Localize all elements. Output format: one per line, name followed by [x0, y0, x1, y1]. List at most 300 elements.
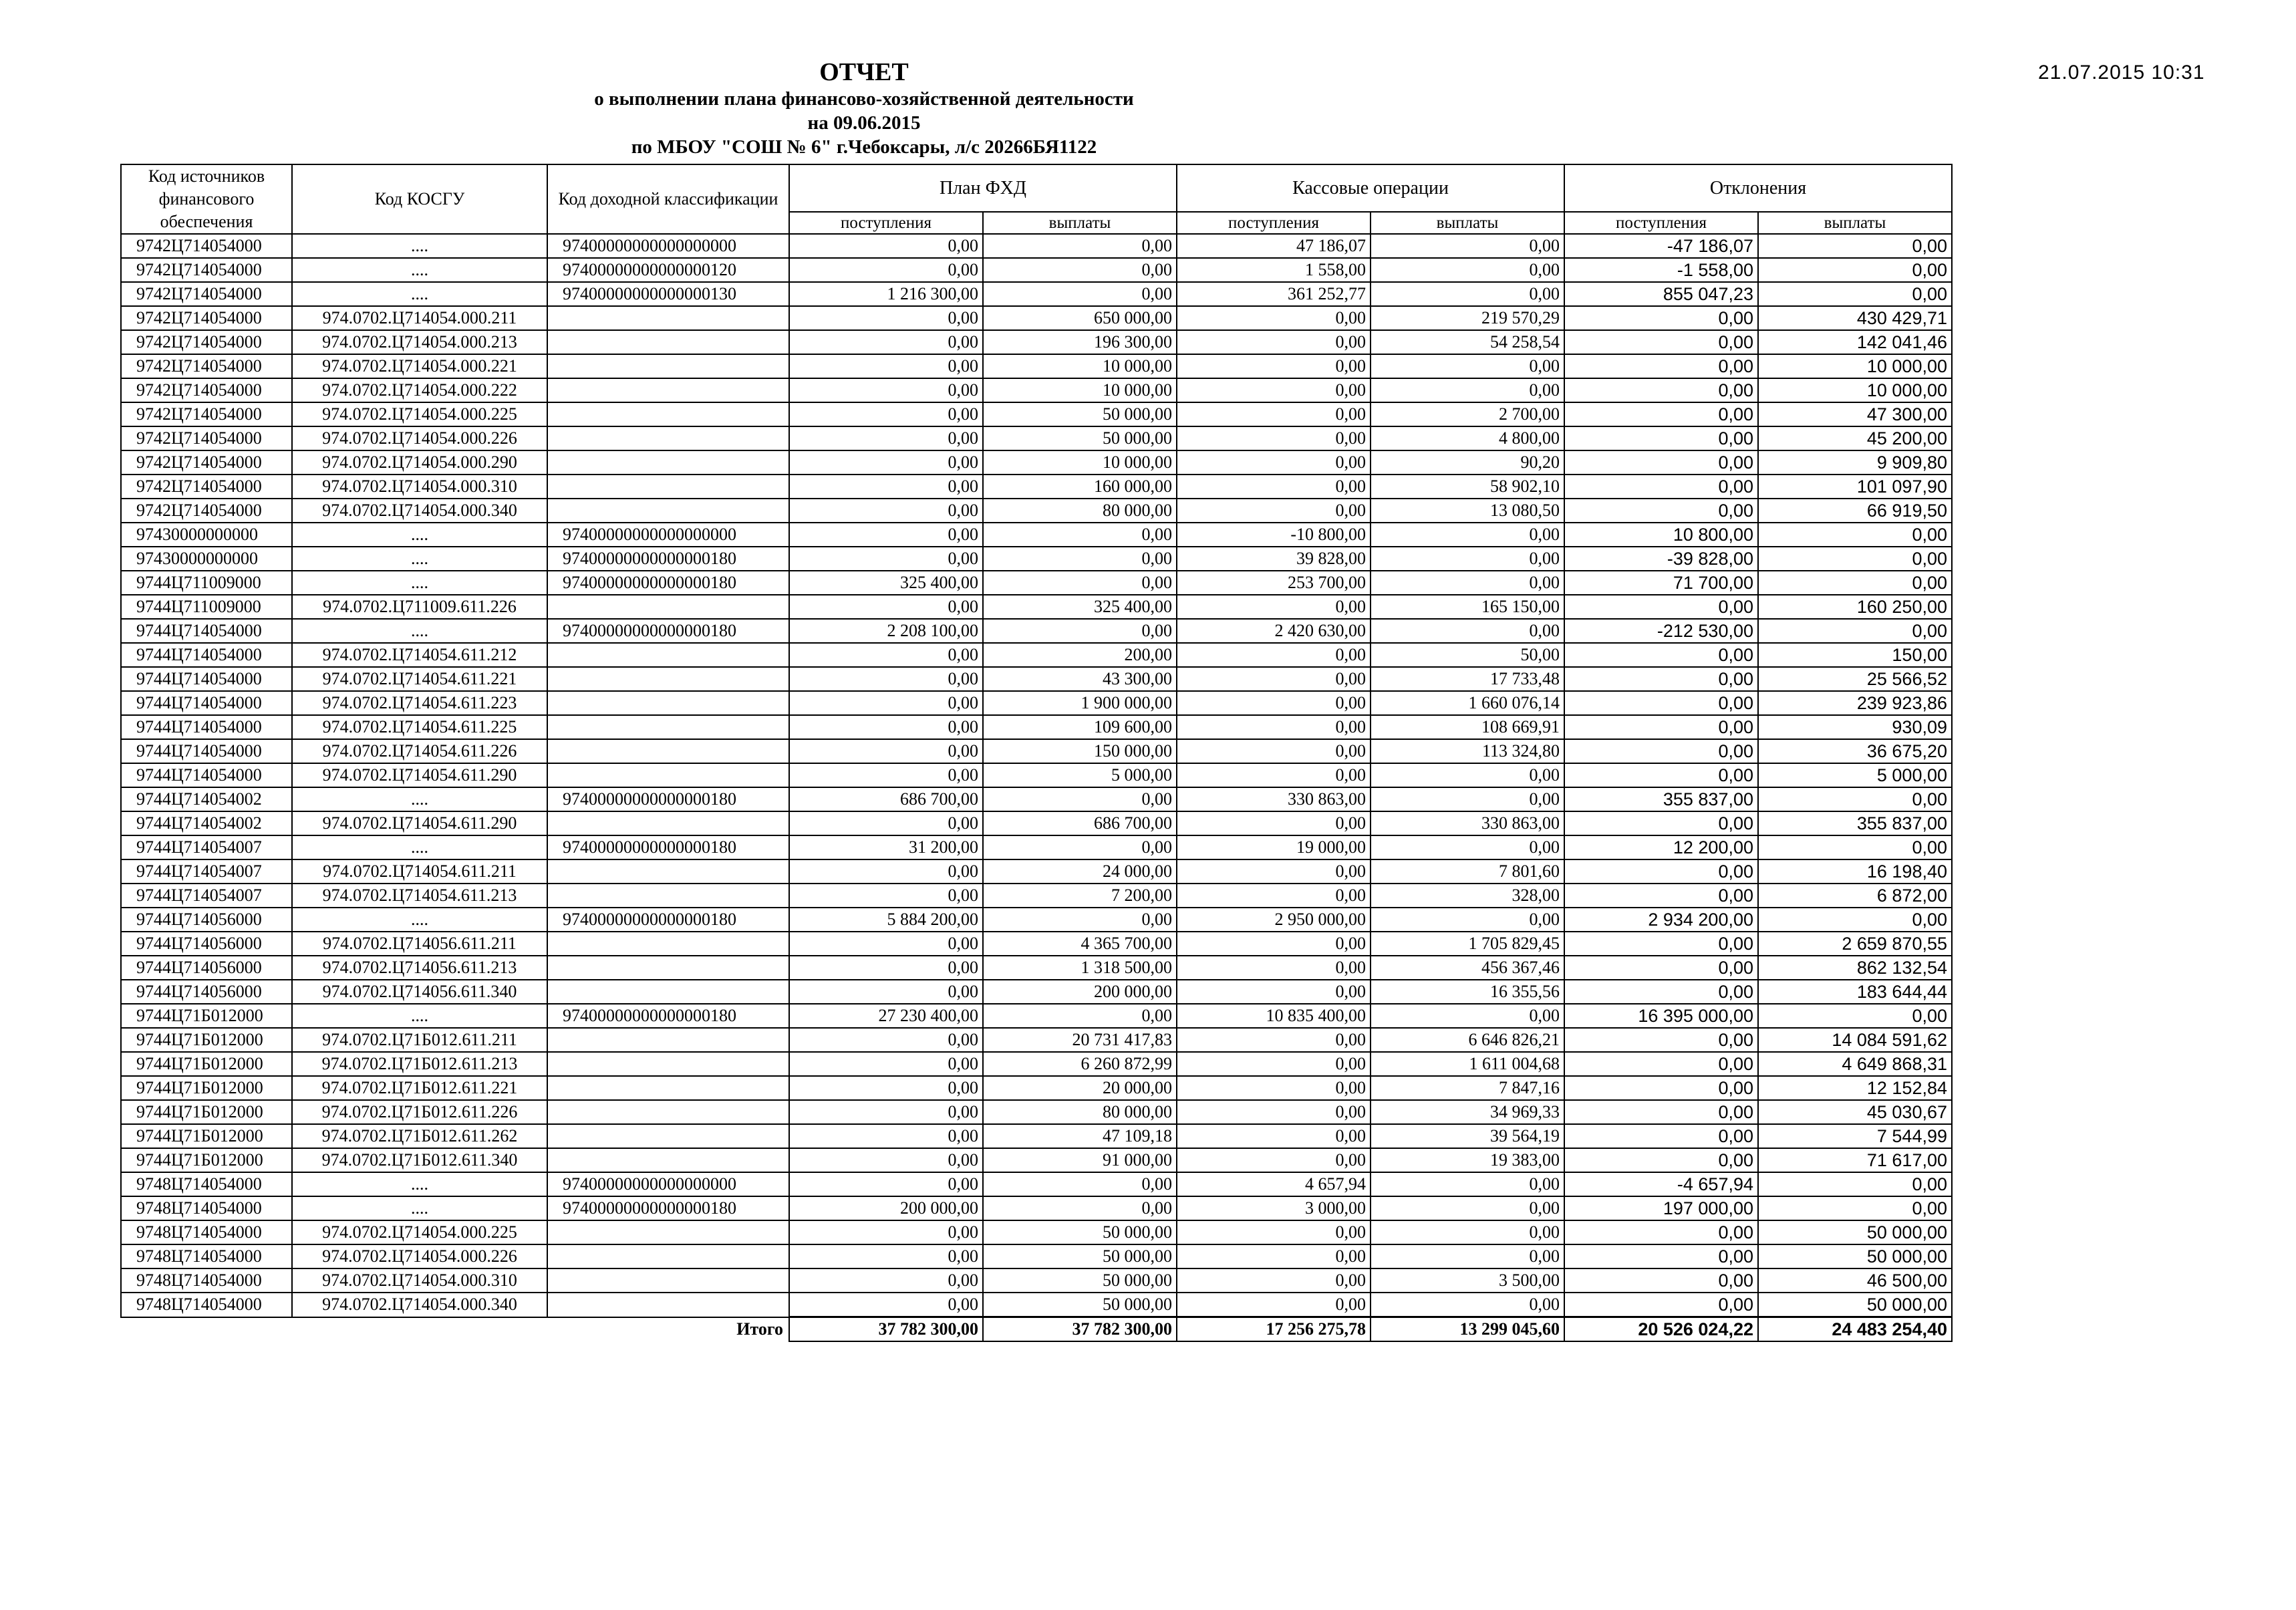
income-code-cell: 97400000000000000120 — [547, 258, 789, 282]
plan-receipts-cell: 0,00 — [789, 499, 983, 523]
plan-payments-cell: 50 000,00 — [983, 402, 1177, 426]
kosgu-cell: .... — [292, 523, 547, 547]
plan-payments-cell: 80 000,00 — [983, 499, 1177, 523]
table-row — [121, 282, 1952, 306]
cash-receipts-cell: 0,00 — [1177, 643, 1371, 667]
plan-receipts-cell: 0,00 — [789, 932, 983, 956]
table-row — [121, 1268, 1952, 1293]
plan-receipts-cell: 0,00 — [789, 1220, 983, 1244]
report-date: на 09.06.2015 — [807, 112, 921, 134]
plan-receipts-cell: 325 400,00 — [789, 571, 983, 595]
plan-payments-cell: 20 731 417,83 — [983, 1028, 1177, 1052]
income-code-cell — [547, 1100, 789, 1124]
cash-receipts-cell: 39 828,00 — [1177, 547, 1371, 571]
plan-payments-cell: 109 600,00 — [983, 715, 1177, 739]
dev-payments-cell: 50 000,00 — [1758, 1220, 1952, 1244]
cash-receipts-cell: 0,00 — [1177, 499, 1371, 523]
cash-payments-cell: 0,00 — [1371, 1172, 1564, 1196]
dev-payments-cell: 71 617,00 — [1758, 1148, 1952, 1172]
dev-receipts-cell: 0,00 — [1564, 354, 1758, 378]
plan-payments-cell: 7 200,00 — [983, 884, 1177, 908]
kosgu-cell: 974.0702.Ц711009.611.226 — [292, 595, 547, 619]
table-row — [121, 1124, 1952, 1148]
kosgu-cell: 974.0702.Ц71Б012.611.213 — [292, 1052, 547, 1076]
table-row — [121, 378, 1952, 402]
cash-payments-cell: 0,00 — [1371, 282, 1564, 306]
plan-payments-cell: 0,00 — [983, 571, 1177, 595]
report-table — [120, 164, 1953, 1342]
kosgu-cell: 974.0702.Ц714054.611.290 — [292, 763, 547, 787]
source-code-cell: 9748Ц714054000 — [121, 1220, 292, 1244]
header-income-code: Код доходной классификации — [547, 164, 789, 234]
source-code-cell: 9742Ц714054000 — [121, 475, 292, 499]
dev-payments-cell: 2 659 870,55 — [1758, 932, 1952, 956]
income-code-cell — [547, 330, 789, 354]
cash-receipts-cell: 361 252,77 — [1177, 282, 1371, 306]
dev-receipts-cell: 0,00 — [1564, 1076, 1758, 1100]
kosgu-cell: .... — [292, 787, 547, 811]
plan-payments-cell: 20 000,00 — [983, 1076, 1177, 1100]
kosgu-cell: .... — [292, 1004, 547, 1028]
cash-receipts-cell: 0,00 — [1177, 691, 1371, 715]
income-code-cell — [547, 1220, 789, 1244]
total-row — [121, 1317, 1952, 1342]
source-code-cell: 9744Ц71Б012000 — [121, 1004, 292, 1028]
table-row — [121, 1220, 1952, 1244]
kosgu-cell: 974.0702.Ц71Б012.611.226 — [292, 1100, 547, 1124]
cash-receipts-cell: 0,00 — [1177, 739, 1371, 763]
plan-payments-cell: 5 000,00 — [983, 763, 1177, 787]
income-code-cell — [547, 450, 789, 475]
income-code-cell: 97400000000000000000 — [547, 523, 789, 547]
plan-payments-cell: 1 900 000,00 — [983, 691, 1177, 715]
cash-receipts-cell: -10 800,00 — [1177, 523, 1371, 547]
cash-payments-cell: 1 705 829,45 — [1371, 932, 1564, 956]
cash-receipts-cell: 0,00 — [1177, 354, 1371, 378]
dev-payments-cell: 430 429,71 — [1758, 306, 1952, 330]
cash-receipts-cell: 0,00 — [1177, 426, 1371, 450]
plan-payments-cell: 0,00 — [983, 908, 1177, 932]
report-organization: по МБОУ "СОШ № 6" г.Чебоксары, л/с 20266БЯ1122 — [631, 136, 1097, 158]
dev-payments-cell: 862 132,54 — [1758, 956, 1952, 980]
cash-receipts-cell: 0,00 — [1177, 475, 1371, 499]
dev-receipts-cell: 0,00 — [1564, 378, 1758, 402]
source-code-cell: 9744Ц714054000 — [121, 691, 292, 715]
income-code-cell: 97400000000000000180 — [547, 571, 789, 595]
dev-payments-cell: 0,00 — [1758, 547, 1952, 571]
income-code-cell — [547, 1052, 789, 1076]
dev-payments-cell: 142 041,46 — [1758, 330, 1952, 354]
plan-payments-cell: 91 000,00 — [983, 1148, 1177, 1172]
cash-payments-cell: 113 324,80 — [1371, 739, 1564, 763]
table-row — [121, 571, 1952, 595]
income-code-cell: 97400000000000000180 — [547, 787, 789, 811]
kosgu-cell: 974.0702.Ц714054.611.290 — [292, 811, 547, 835]
source-code-cell: 9744Ц714056000 — [121, 980, 292, 1004]
source-code-cell: 97430000000000 — [121, 547, 292, 571]
dev-payments-cell: 4 649 868,31 — [1758, 1052, 1952, 1076]
kosgu-cell: 974.0702.Ц714054.611.221 — [292, 667, 547, 691]
source-code-cell: 9742Ц714054000 — [121, 354, 292, 378]
income-code-cell — [547, 932, 789, 956]
income-code-cell — [547, 354, 789, 378]
source-code-cell: 9748Ц714054000 — [121, 1268, 292, 1293]
dev-receipts-cell: 0,00 — [1564, 306, 1758, 330]
dev-receipts-cell: 0,00 — [1564, 859, 1758, 884]
header-plan-receipts: поступления — [789, 212, 983, 234]
cash-receipts-cell: 0,00 — [1177, 330, 1371, 354]
dev-payments-cell: 0,00 — [1758, 787, 1952, 811]
plan-receipts-cell: 0,00 — [789, 595, 983, 619]
table-row — [121, 932, 1952, 956]
dev-receipts-cell: 197 000,00 — [1564, 1196, 1758, 1220]
income-code-cell — [547, 763, 789, 787]
cash-receipts-cell: 0,00 — [1177, 884, 1371, 908]
dev-payments-cell: 6 872,00 — [1758, 884, 1952, 908]
cash-payments-cell: 16 355,56 — [1371, 980, 1564, 1004]
source-code-cell: 9748Ц714054000 — [121, 1293, 292, 1317]
source-code-cell: 9744Ц714056000 — [121, 956, 292, 980]
income-code-cell: 97400000000000000000 — [547, 1172, 789, 1196]
plan-payments-cell: 50 000,00 — [983, 1244, 1177, 1268]
table-row — [121, 835, 1952, 859]
cash-payments-cell: 456 367,46 — [1371, 956, 1564, 980]
dev-receipts-cell: 0,00 — [1564, 932, 1758, 956]
source-code-cell: 9742Ц714054000 — [121, 378, 292, 402]
dev-payments-cell: 0,00 — [1758, 835, 1952, 859]
dev-receipts-cell: 0,00 — [1564, 1100, 1758, 1124]
cash-payments-cell: 0,00 — [1371, 787, 1564, 811]
report-body — [121, 234, 1952, 1317]
table-row — [121, 763, 1952, 787]
table-row — [121, 595, 1952, 619]
cash-payments-cell: 0,00 — [1371, 1244, 1564, 1268]
dev-receipts-cell: -47 186,07 — [1564, 234, 1758, 258]
dev-receipts-cell: 0,00 — [1564, 499, 1758, 523]
dev-payments-cell: 45 030,67 — [1758, 1100, 1952, 1124]
header-deviations: Отклонения — [1564, 164, 1952, 212]
source-code-cell: 9744Ц714054002 — [121, 787, 292, 811]
dev-payments-cell: 0,00 — [1758, 258, 1952, 282]
plan-payments-cell: 0,00 — [983, 234, 1177, 258]
dev-payments-cell: 12 152,84 — [1758, 1076, 1952, 1100]
table-row — [121, 450, 1952, 475]
plan-receipts-cell: 0,00 — [789, 354, 983, 378]
plan-receipts-cell: 0,00 — [789, 475, 983, 499]
plan-receipts-cell: 0,00 — [789, 330, 983, 354]
kosgu-cell: .... — [292, 908, 547, 932]
total-blank — [121, 1317, 292, 1342]
kosgu-cell: .... — [292, 835, 547, 859]
plan-payments-cell: 80 000,00 — [983, 1100, 1177, 1124]
kosgu-cell: 974.0702.Ц714054.611.211 — [292, 859, 547, 884]
plan-payments-cell: 0,00 — [983, 1004, 1177, 1028]
kosgu-cell: 974.0702.Ц71Б012.611.340 — [292, 1148, 547, 1172]
table-row — [121, 1293, 1952, 1317]
source-code-cell: 9744Ц714054007 — [121, 835, 292, 859]
plan-receipts-cell: 0,00 — [789, 1124, 983, 1148]
table-row — [121, 1196, 1952, 1220]
cash-payments-cell: 330 863,00 — [1371, 811, 1564, 835]
cash-receipts-cell: 0,00 — [1177, 450, 1371, 475]
dev-receipts-cell: 0,00 — [1564, 1244, 1758, 1268]
plan-receipts-cell: 0,00 — [789, 234, 983, 258]
table-row — [121, 643, 1952, 667]
plan-receipts-cell: 0,00 — [789, 763, 983, 787]
income-code-cell — [547, 499, 789, 523]
kosgu-cell: 974.0702.Ц714056.611.340 — [292, 980, 547, 1004]
dev-receipts-cell: 0,00 — [1564, 1052, 1758, 1076]
print-timestamp: 21.07.2015 10:31 — [2038, 61, 2205, 84]
plan-receipts-cell: 0,00 — [789, 667, 983, 691]
plan-payments-cell: 0,00 — [983, 523, 1177, 547]
plan-payments-cell: 47 109,18 — [983, 1124, 1177, 1148]
income-code-cell — [547, 1268, 789, 1293]
income-code-cell — [547, 691, 789, 715]
header-cash-receipts: поступления — [1177, 212, 1371, 234]
dev-receipts-cell: 0,00 — [1564, 715, 1758, 739]
kosgu-cell: 974.0702.Ц71Б012.611.221 — [292, 1076, 547, 1100]
income-code-cell: 97400000000000000180 — [547, 547, 789, 571]
dev-receipts-cell: 0,00 — [1564, 450, 1758, 475]
plan-payments-cell: 0,00 — [983, 1196, 1177, 1220]
income-code-cell — [547, 595, 789, 619]
source-code-cell: 9742Ц714054000 — [121, 499, 292, 523]
dev-payments-cell: 9 909,80 — [1758, 450, 1952, 475]
dev-payments-cell: 5 000,00 — [1758, 763, 1952, 787]
dev-payments-cell: 101 097,90 — [1758, 475, 1952, 499]
table-row — [121, 330, 1952, 354]
dev-receipts-cell: 12 200,00 — [1564, 835, 1758, 859]
dev-receipts-cell: 2 934 200,00 — [1564, 908, 1758, 932]
kosgu-cell: 974.0702.Ц714054.000.290 — [292, 450, 547, 475]
dev-payments-cell: 45 200,00 — [1758, 426, 1952, 450]
cash-payments-cell: 0,00 — [1371, 763, 1564, 787]
plan-payments-cell: 200,00 — [983, 643, 1177, 667]
cash-receipts-cell: 2 420 630,00 — [1177, 619, 1371, 643]
cash-payments-cell: 3 500,00 — [1371, 1268, 1564, 1293]
table-row — [121, 715, 1952, 739]
table-row — [121, 354, 1952, 378]
dev-payments-cell: 930,09 — [1758, 715, 1952, 739]
plan-receipts-cell: 200 000,00 — [789, 1196, 983, 1220]
dev-receipts-cell: -1 558,00 — [1564, 258, 1758, 282]
table-row — [121, 1244, 1952, 1268]
dev-receipts-cell: 0,00 — [1564, 1220, 1758, 1244]
plan-payments-cell: 50 000,00 — [983, 1268, 1177, 1293]
kosgu-cell: .... — [292, 619, 547, 643]
table-row — [121, 667, 1952, 691]
table-row — [121, 306, 1952, 330]
income-code-cell — [547, 378, 789, 402]
dev-receipts-cell: -39 828,00 — [1564, 547, 1758, 571]
dev-receipts-cell: 0,00 — [1564, 956, 1758, 980]
cash-receipts-cell: 2 950 000,00 — [1177, 908, 1371, 932]
dev-payments-cell: 0,00 — [1758, 619, 1952, 643]
plan-receipts-cell: 0,00 — [789, 1172, 983, 1196]
cash-payments-cell: 0,00 — [1371, 1196, 1564, 1220]
dev-payments-cell: 239 923,86 — [1758, 691, 1952, 715]
cash-receipts-cell: 0,00 — [1177, 932, 1371, 956]
dev-receipts-cell: 0,00 — [1564, 980, 1758, 1004]
table-row — [121, 691, 1952, 715]
kosgu-cell: 974.0702.Ц714056.611.211 — [292, 932, 547, 956]
cash-receipts-cell: 0,00 — [1177, 378, 1371, 402]
plan-payments-cell: 50 000,00 — [983, 426, 1177, 450]
plan-receipts-cell: 2 208 100,00 — [789, 619, 983, 643]
header-kosgu: Код КОСГУ — [292, 164, 547, 234]
dev-receipts-cell: 0,00 — [1564, 426, 1758, 450]
cash-payments-cell: 1 660 076,14 — [1371, 691, 1564, 715]
cash-payments-cell: 0,00 — [1371, 547, 1564, 571]
cash-payments-cell: 0,00 — [1371, 378, 1564, 402]
cash-receipts-cell: 0,00 — [1177, 402, 1371, 426]
header-plan: План ФХД — [789, 164, 1177, 212]
source-code-cell: 9744Ц714054000 — [121, 619, 292, 643]
table-row — [121, 402, 1952, 426]
plan-receipts-cell: 5 884 200,00 — [789, 908, 983, 932]
table-row — [121, 1028, 1952, 1052]
cash-payments-cell: 19 383,00 — [1371, 1148, 1564, 1172]
source-code-cell: 9744Ц71Б012000 — [121, 1100, 292, 1124]
table-row — [121, 1052, 1952, 1076]
cash-payments-cell: 6 646 826,21 — [1371, 1028, 1564, 1052]
plan-payments-cell: 10 000,00 — [983, 450, 1177, 475]
kosgu-cell: 974.0702.Ц714054.000.310 — [292, 1268, 547, 1293]
plan-receipts-cell: 0,00 — [789, 691, 983, 715]
dev-payments-cell: 183 644,44 — [1758, 980, 1952, 1004]
kosgu-cell: 974.0702.Ц714054.000.225 — [292, 402, 547, 426]
cash-receipts-cell: 0,00 — [1177, 1076, 1371, 1100]
plan-receipts-cell: 0,00 — [789, 884, 983, 908]
kosgu-cell: .... — [292, 547, 547, 571]
table-row — [121, 499, 1952, 523]
dev-payments-cell: 0,00 — [1758, 908, 1952, 932]
plan-receipts-cell: 0,00 — [789, 1076, 983, 1100]
dev-receipts-cell: 0,00 — [1564, 691, 1758, 715]
plan-payments-cell: 325 400,00 — [983, 595, 1177, 619]
cash-receipts-cell: 0,00 — [1177, 1220, 1371, 1244]
kosgu-cell: 974.0702.Ц714054.000.225 — [292, 1220, 547, 1244]
dev-payments-cell: 46 500,00 — [1758, 1268, 1952, 1293]
cash-payments-cell: 0,00 — [1371, 1220, 1564, 1244]
kosgu-cell: 974.0702.Ц714056.611.213 — [292, 956, 547, 980]
plan-receipts-cell: 0,00 — [789, 426, 983, 450]
income-code-cell: 97400000000000000180 — [547, 1004, 789, 1028]
income-code-cell — [547, 1148, 789, 1172]
cash-payments-cell: 0,00 — [1371, 908, 1564, 932]
dev-payments-cell: 0,00 — [1758, 1004, 1952, 1028]
dev-receipts-cell: 855 047,23 — [1564, 282, 1758, 306]
plan-receipts-cell: 0,00 — [789, 715, 983, 739]
source-code-cell: 9744Ц714054000 — [121, 643, 292, 667]
dev-payments-cell: 10 000,00 — [1758, 378, 1952, 402]
table-row — [121, 1004, 1952, 1028]
cash-payments-cell: 58 902,10 — [1371, 475, 1564, 499]
cash-payments-cell: 0,00 — [1371, 354, 1564, 378]
income-code-cell: 97400000000000000180 — [547, 835, 789, 859]
dev-receipts-cell: 0,00 — [1564, 402, 1758, 426]
cash-receipts-cell: 47 186,07 — [1177, 234, 1371, 258]
total-cash-receipts: 17 256 275,78 — [1177, 1317, 1371, 1342]
cash-receipts-cell: 0,00 — [1177, 595, 1371, 619]
cash-receipts-cell: 0,00 — [1177, 1293, 1371, 1317]
source-code-cell: 97430000000000 — [121, 523, 292, 547]
cash-receipts-cell: 0,00 — [1177, 1148, 1371, 1172]
cash-receipts-cell: 0,00 — [1177, 980, 1371, 1004]
source-code-cell: 9744Ц714056000 — [121, 908, 292, 932]
cash-receipts-cell: 0,00 — [1177, 1244, 1371, 1268]
table-row — [121, 523, 1952, 547]
source-code-cell: 9748Ц714054000 — [121, 1244, 292, 1268]
dev-receipts-cell: 0,00 — [1564, 643, 1758, 667]
income-code-cell — [547, 1293, 789, 1317]
cash-payments-cell: 34 969,33 — [1371, 1100, 1564, 1124]
kosgu-cell: 974.0702.Ц714054.611.213 — [292, 884, 547, 908]
table-row — [121, 739, 1952, 763]
report-subtitle: о выполнении плана финансово-хозяйственной деятельности — [594, 88, 1134, 110]
source-code-cell: 9742Ц714054000 — [121, 330, 292, 354]
plan-receipts-cell: 0,00 — [789, 811, 983, 835]
plan-payments-cell: 0,00 — [983, 258, 1177, 282]
dev-receipts-cell: 0,00 — [1564, 595, 1758, 619]
cash-receipts-cell: 0,00 — [1177, 1124, 1371, 1148]
dev-receipts-cell: 71 700,00 — [1564, 571, 1758, 595]
total-dev-payments: 24 483 254,40 — [1758, 1317, 1952, 1342]
plan-payments-cell: 160 000,00 — [983, 475, 1177, 499]
plan-receipts-cell: 0,00 — [789, 859, 983, 884]
source-code-cell: 9744Ц71Б012000 — [121, 1124, 292, 1148]
dev-receipts-cell: 0,00 — [1564, 1124, 1758, 1148]
source-code-cell: 9744Ц71Б012000 — [121, 1028, 292, 1052]
kosgu-cell: 974.0702.Ц71Б012.611.262 — [292, 1124, 547, 1148]
plan-receipts-cell: 31 200,00 — [789, 835, 983, 859]
cash-payments-cell: 50,00 — [1371, 643, 1564, 667]
kosgu-cell: .... — [292, 571, 547, 595]
total-plan-receipts: 37 782 300,00 — [789, 1317, 983, 1342]
cash-payments-cell: 219 570,29 — [1371, 306, 1564, 330]
cash-payments-cell: 165 150,00 — [1371, 595, 1564, 619]
plan-receipts-cell: 0,00 — [789, 956, 983, 980]
cash-payments-cell: 7 847,16 — [1371, 1076, 1564, 1100]
cash-payments-cell: 0,00 — [1371, 619, 1564, 643]
dev-receipts-cell: 10 800,00 — [1564, 523, 1758, 547]
table-row — [121, 884, 1952, 908]
source-code-cell: 9742Ц714054000 — [121, 306, 292, 330]
cash-receipts-cell: 330 863,00 — [1177, 787, 1371, 811]
source-code-cell: 9744Ц714054000 — [121, 763, 292, 787]
source-code-cell: 9744Ц714054000 — [121, 715, 292, 739]
kosgu-cell: .... — [292, 234, 547, 258]
kosgu-cell: 974.0702.Ц714054.611.223 — [292, 691, 547, 715]
kosgu-cell: .... — [292, 258, 547, 282]
income-code-cell: 97400000000000000180 — [547, 1196, 789, 1220]
source-code-cell: 9742Ц714054000 — [121, 426, 292, 450]
kosgu-cell: .... — [292, 1196, 547, 1220]
income-code-cell — [547, 306, 789, 330]
kosgu-cell: 974.0702.Ц714054.000.211 — [292, 306, 547, 330]
dev-receipts-cell: 0,00 — [1564, 811, 1758, 835]
plan-receipts-cell: 686 700,00 — [789, 787, 983, 811]
income-code-cell: 97400000000000000180 — [547, 908, 789, 932]
plan-receipts-cell: 1 216 300,00 — [789, 282, 983, 306]
dev-receipts-cell: 16 395 000,00 — [1564, 1004, 1758, 1028]
kosgu-cell: 974.0702.Ц714054.000.226 — [292, 1244, 547, 1268]
source-code-cell: 9742Ц714054000 — [121, 258, 292, 282]
kosgu-cell: 974.0702.Ц714054.000.221 — [292, 354, 547, 378]
income-code-cell — [547, 980, 789, 1004]
dev-payments-cell: 36 675,20 — [1758, 739, 1952, 763]
